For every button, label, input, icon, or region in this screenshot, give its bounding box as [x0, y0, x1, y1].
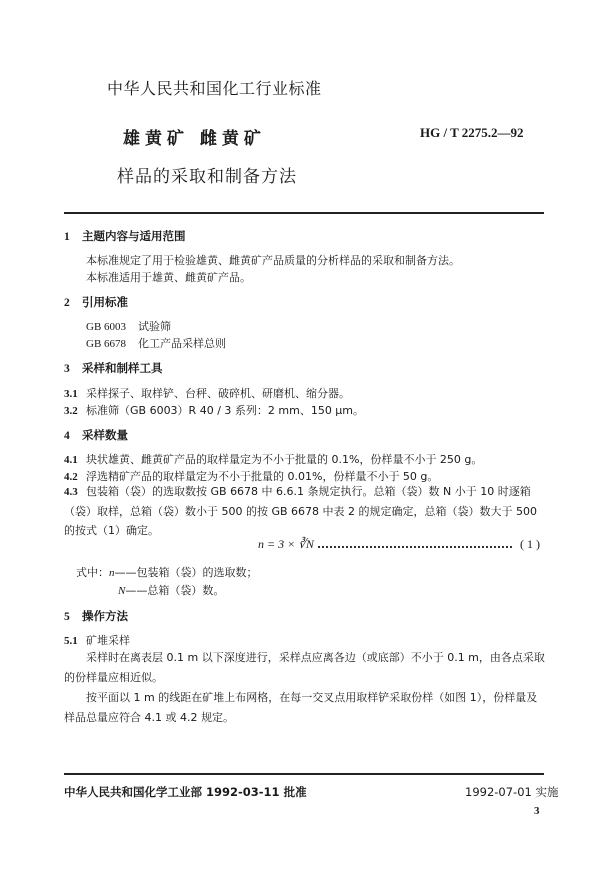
paragraph: 本标准规定了用于检验雄黄、雌黄矿产品质量的分析样品的采取和制备方法。	[86, 254, 460, 267]
clause-4-1	[64, 451, 482, 467]
standard-code: HG / T 2275.2—92	[420, 125, 524, 140]
clause-number: 4.1	[64, 454, 78, 466]
section-number: 5	[64, 611, 70, 623]
clause-number: 4.2	[64, 471, 78, 483]
clause-4-3	[64, 482, 546, 540]
clause-text: 包装箱（袋）的选取数按 GB 6678 中 6.6.1 条规定执行。总箱（袋）数 N 小于 10 时逐箱（袋）取样，总箱（袋）数小于 500 的按 GB 6678 中表 2 的规定确定，总箱（袋）数大于 500 的按式（1）确定。	[64, 485, 538, 537]
section-title: 主题内容与适用范围	[82, 229, 186, 243]
section-3-heading	[64, 360, 163, 376]
clause-text: 块状雄黄、雌黄矿产品的取样量定为不小于批量的 0.1%，份样量不小于 250 g。	[86, 453, 483, 466]
header-divider	[64, 212, 544, 214]
reference-item	[86, 335, 226, 351]
formula-label: ( 1 )	[520, 537, 540, 551]
clause-5-1	[64, 632, 130, 648]
formula-where	[76, 564, 258, 580]
paragraph: 本标准适用于雄黄、雌黄矿产品。	[86, 271, 251, 284]
formula-expression: n = 3 × ∛N	[258, 537, 314, 551]
section-title: 采样数量	[82, 428, 128, 442]
clause-number: 3.2	[64, 405, 78, 417]
formula-leader-dots	[318, 537, 512, 548]
section-number: 2	[64, 297, 70, 309]
paragraph: 采样时在离表层 0.1 m 以下深度进行，采样点应离各边（或底部）不小于 0.1 m，由各点采取的份样量应相近似。	[64, 651, 545, 684]
reference-code: GB 6003	[86, 321, 127, 333]
clause-number: 4.3	[64, 486, 78, 498]
section-1-heading	[64, 228, 186, 244]
where-symbol: n	[109, 567, 115, 579]
where-intro: 式中：	[76, 566, 109, 579]
clause-text: 采样探子、取样铲、台秤、破碎机、研磨机、缩分器。	[86, 387, 350, 400]
clause-number: 5.1	[64, 635, 78, 647]
section-title: 操作方法	[82, 609, 128, 623]
approval-info: 中华人民共和国化学工业部 1992-03-11 批准	[64, 785, 307, 799]
formula-where	[118, 582, 224, 598]
where-desc: ——总箱（袋）数。	[125, 584, 225, 597]
issuing-organization: 中华人民共和国化工行业标准	[107, 79, 322, 98]
paragraph: 按平面以 1 m 的线距在矿堆上布网格，在每一交叉点用取样铲采取份样（如图 1），份样量及样品总量应符合 4.1 或 4.2 规定。	[64, 691, 538, 724]
clause-3-2	[64, 402, 364, 418]
section-number: 1	[64, 231, 70, 243]
clause-text: 标准筛（GB 6003）R 40 / 3 系列：2 mm、150 μm。	[86, 404, 365, 417]
where-symbol: N	[118, 585, 126, 597]
page-number: 3	[534, 805, 540, 817]
section-2-heading	[64, 294, 128, 310]
formula-1	[258, 537, 540, 552]
section-5-heading	[64, 608, 128, 624]
section-4-heading	[64, 427, 128, 443]
clause-text: 浮选精矿产品的取样量定为不小于批量的 0.01%，份样量不小于 50 g。	[86, 470, 439, 483]
reference-item	[86, 318, 171, 334]
clause-text: 矿堆采样	[86, 634, 130, 647]
footer-divider	[64, 773, 544, 775]
reference-code: GB 6678	[86, 338, 127, 350]
clause-number: 3.1	[64, 388, 78, 400]
document-title-line1: 雄黄矿 雌黄矿	[123, 129, 266, 149]
section-number: 4	[64, 430, 70, 442]
clause-3-1	[64, 385, 350, 401]
reference-name: 试验筛	[138, 320, 171, 333]
document-title-line2: 样品的采取和制备方法	[117, 167, 297, 187]
implementation-date: 1992-07-01 实施	[465, 785, 559, 799]
section-number: 3	[64, 363, 70, 375]
section-title: 采样和制样工具	[82, 361, 163, 375]
where-desc: ——包装箱（袋）的选取数；	[114, 566, 258, 579]
section-title: 引用标准	[82, 295, 128, 309]
reference-name: 化工产品采样总则	[138, 337, 226, 350]
